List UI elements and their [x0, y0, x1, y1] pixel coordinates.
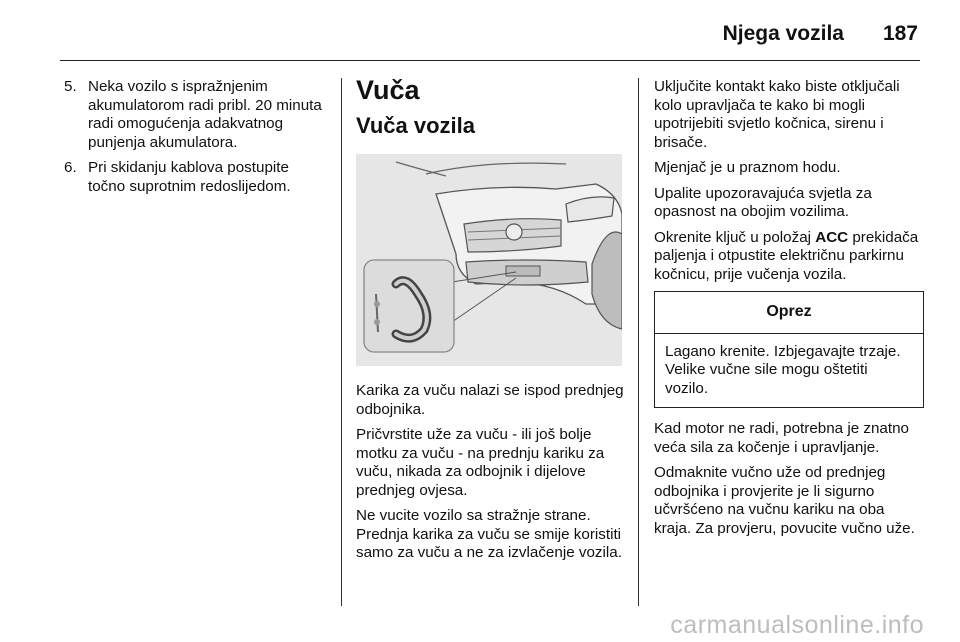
column-right	[654, 78, 924, 545]
paragraph: Uključite kontakt kako biste otključali kolo upravljača te kako bi mogli upotrijebiti svjetlo kočnica, sirenu i brisače.	[654, 78, 900, 151]
towing-eye-illustration	[356, 154, 622, 366]
section-heading: Vuča	[356, 75, 420, 105]
acc-text-before: Okrenite ključ u položaj	[654, 228, 816, 246]
page-header	[60, 10, 920, 61]
paragraph: Pričvrstite uže za vuču - ili još bolje motku za vuču - na prednju kariku za vuču, nikada za odbojnik i dijelove prednjeg ovjesa.	[356, 426, 605, 499]
column-left	[64, 78, 330, 203]
step-number: 6.	[64, 159, 77, 176]
acc-label: ACC	[815, 228, 849, 246]
watermark: carmanualsonline.info	[670, 611, 924, 639]
paragraph	[654, 229, 924, 285]
paragraph: Kad motor ne radi, potrebna je znatno veća sila za kočenje i upravljanje.	[654, 420, 909, 456]
page-title: Njega vozila	[722, 22, 844, 45]
caution-title: Oprez	[655, 292, 923, 334]
list-item	[64, 159, 330, 196]
column-divider	[638, 78, 639, 606]
paragraph: Odmaknite vučno uže od prednjeg odbojnika i provjerite je li sigurno učvršćeno na vučnu kariku na oba kraja. Za provjeru, povucite vučno uže.	[654, 464, 915, 537]
section-subheading: Vuča vozila	[356, 113, 476, 138]
acc-text-after: prekidača paljenja i otpustite električnu parkirnu kočnicu, prije vučenja vozila.	[654, 228, 919, 283]
paragraph: Karika za vuču nalazi se ispod prednjeg odbojnika.	[356, 382, 624, 418]
paragraph: Mjenjač je u praznom hodu.	[654, 159, 841, 176]
column-divider	[341, 78, 342, 606]
step-text: Pri skidanju kablova postupite točno suprotnim redoslijedom.	[88, 159, 291, 195]
step-text: Neka vozilo s ispražnjenim akumulatorom radi pribl. 20 minuta radi omogućenja adakvatnog punjenja akumulatora.	[88, 78, 322, 151]
caution-text: Lagano krenite. Izbjegavajte trzaje. Velike vučne sile mogu oštetiti vozilo.	[665, 342, 901, 397]
paragraph: Ne vucite vozilo sa stražnje strane. Prednja karika za vuču se smije koristiti samo za vuču a ne za izvlačenje vozila.	[356, 507, 622, 561]
step-list	[64, 78, 330, 196]
paragraph: Upalite upozoravajuća svjetla za opasnost na obojim vozilima.	[654, 184, 872, 220]
caution-box	[654, 291, 924, 408]
list-item	[64, 78, 330, 152]
column-middle	[356, 74, 626, 570]
page-number: 187	[882, 22, 918, 45]
step-number: 5.	[64, 78, 77, 95]
